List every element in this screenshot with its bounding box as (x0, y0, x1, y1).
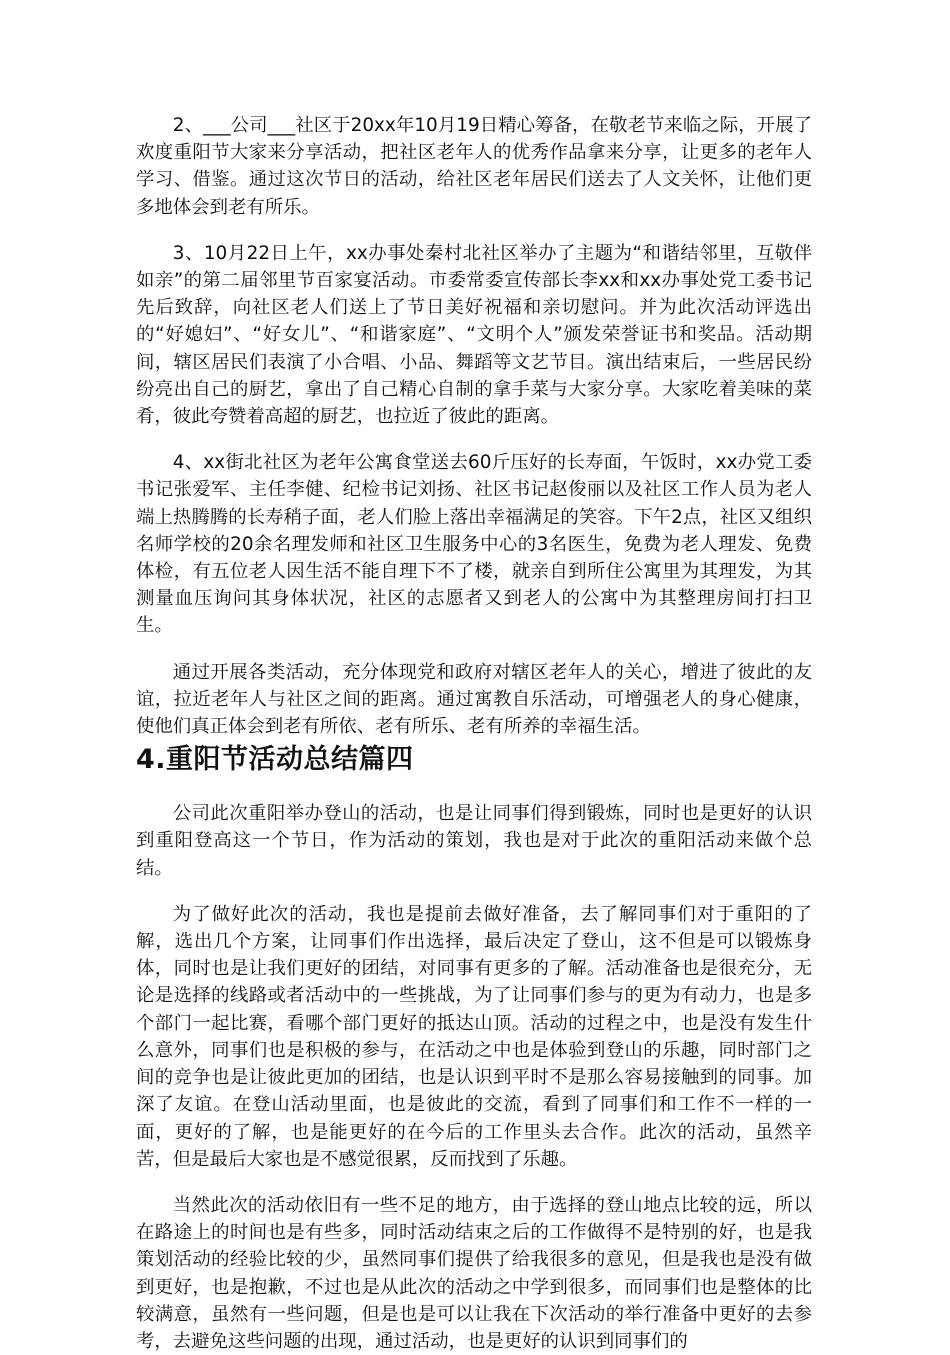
document-page (136, 112, 812, 1355)
paragraph-item-2: 2、___公司___社区于20xx年10月19日精心筹备，在敬老节来临之际，开展了欢度重阳节大家来分享活动，把社区老年人的优秀作品拿来分享，让更多的老年人学习、借鉴。通过这次节日的活动，给社区老年居民们送去了人文关怀，让他们更多地体会到老有所乐。 (136, 115, 812, 218)
paragraph-intro: 公司此次重阳举办登山的活动，也是让同事们得到锻炼，同时也是更好的认识到重阳登高这一个节日，作为活动的策划，我也是对于此次的重阳活动来做个总结。 (136, 803, 812, 879)
section-heading: 4.重阳节活动总结篇四 (136, 744, 414, 776)
paragraph-preparation: 为了做好此次的活动，我也是提前去做好准备，去了解同事们对于重阳的了解，选出几个方案，让同事们作出选择，最后决定了登山，这不但是可以锻炼身体，同时也是让我们更好的团结，对同事有更多的了解。活动准备也是很充分，无论是选择的线路或者活动中的一些挑战，为了让同事们参与的更为有动力，也是多个部门一起比赛，看哪个部门更好的抵达山顶。活动的过程之中，也是没有发生什么意外，同事们也是积极的参与，在活动之中也是体验到登山的乐趣，同时部门之间的竞争也是让彼此更加的团结，也是认识到平时不是那么容易接触到的同事。加深了友谊。在登山活动里面，也是彼此的交流，看到了同事们和工作不一样的一面，更好的了解，也是能更好的在今后的工作里头去合作。此次的活动，虽然辛苦，但是最后大家也是不感觉很累，反而找到了乐趣。 (136, 903, 812, 1170)
paragraph-item-4: 4、xx街北社区为老年公寓食堂送去60斤压好的长寿面，午饭时，xx办党工委书记张爱军、主任李健、纪检书记刘扬、社区书记赵俊丽以及社区工作人员为老人端上热腾腾的长寿稍子面，老人们脸上落出幸福满足的笑容。下午2点，社区又组织名师学校的20余名理发师和社区卫生服务中心的3名医生，免费为老人理发、免费体检，有五位老人因生活不能自理下不了楼，就亲自到所住公寓里为其理发，为其测量血压询问其身体状况，社区的志愿者又到老人的公寓中为其整理房间打扫卫生。 (136, 452, 812, 637)
paragraph-conclusion: 通过开展各类活动，充分体现党和政府对辖区老年人的关心，增进了彼此的友谊，拉近老年人与社区之间的距离。通过寓教自乐活动，可增强老人的身心健康，使他们真正体会到老有所依、老有所乐、老有所养的幸福生活。 (136, 661, 812, 738)
paragraph-shortcomings: 当然此次的活动依旧有一些不足的地方，由于选择的登山地点比较的远，所以在路途上的时间也是有些多，同时活动结束之后的工作做得不是特别的好，也是我策划活动的经验比较的少，虽然同事们提供了给我很多的意见，但是我也是没有做到更好，也是抱歉，不过也是从此次的活动之中学到很多，而同事们也是整体的比较满意，虽然有一些问题，但是也是可以让我在下次活动的举行准备中更好的去参考，去避免这些问题的出现，通过活动，也是更好的认识到同事们的 (136, 1194, 812, 1352)
paragraph-item-3: 3、10月22日上午，xx办事处秦村北社区举办了主题为“和谐结邻里，互敬伴如亲”的第二届邻里节百家宴活动。市委常委宣传部长李xx和xx办事处党工委书记先后致辞，向社区老人们送上了节日美好祝福和亲切慰问。并为此次活动评选出的“好媳妇”、“好女儿”、“和谐家庭”、“文明个人”颁发荣誉证书和奖品。活动期间，辖区居民们表演了小合唱、小品、舞蹈等文艺节目。演出结束后，一些居民纷纷亮出自己的厨艺，拿出了自己精心自制的拿手菜与大家分享。大家吃着美味的菜肴，彼此夸赞着高超的厨艺，也拉近了彼此的距离。 (136, 242, 812, 428)
